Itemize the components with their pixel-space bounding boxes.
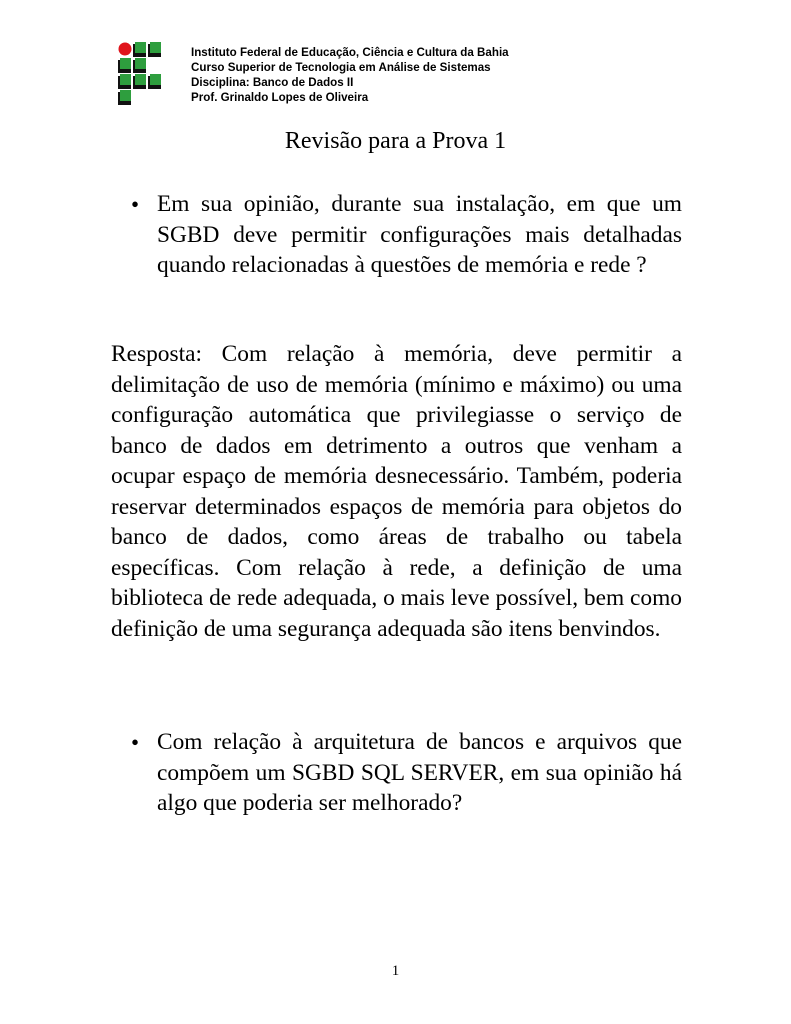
header-discipline: Disciplina: Banco de Dados II	[191, 76, 354, 89]
header-professor: Prof. Grinaldo Lopes de Oliveira	[191, 91, 369, 104]
institution-logo-icon	[118, 41, 164, 105]
question-1: Em sua opinião, durante sua instalação, em que um SGBD deve permitir configurações mais detalhadas quando relacionadas à questões de memória e rede ?	[157, 191, 682, 278]
question-2: Com relação à arquitetura de bancos e arquivos que compõem um SGBD SQL SERVER, em sua opinião há algo que poderia ser melhorado?	[157, 729, 682, 816]
header-course: Curso Superior de Tecnologia em Análise de Sistemas	[191, 61, 491, 74]
header-institution: Instituto Federal de Educação, Ciência e Cultura da Bahia	[191, 46, 509, 59]
answer-paragraph: Resposta: Com relação à memória, deve permitir a delimitação de uso de memória (mínimo e máximo) ou uma configuração automática que privilegiasse o serviço de banco de dados em detrimento a outros que venham a ocupar espaço de memória desnecessário. Também, poderia reservar determinados espaços de memória para objetos do banco de dados, como áreas de trabalho ou tabela específicas. Com relação à rede, a definição de uma biblioteca de rede adequada, o mais leve possível, bem como definição de uma segurança adequada são itens benvindos.	[111, 341, 682, 642]
bullet-icon: •	[131, 730, 140, 755]
bullet-icon: •	[131, 192, 140, 217]
page-title: Revisão para a Prova 1	[284, 128, 507, 154]
institution-header	[191, 45, 509, 105]
page-number: 1	[391, 963, 400, 979]
